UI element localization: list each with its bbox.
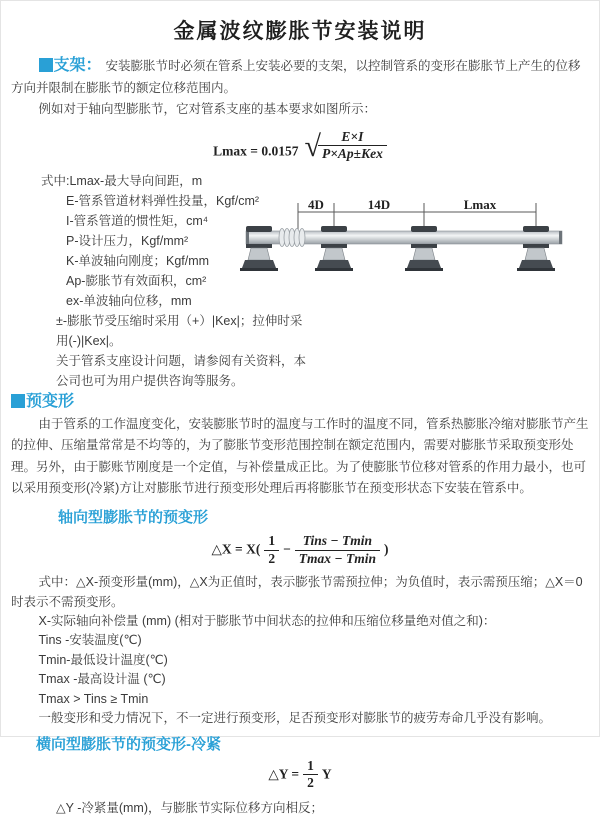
- lmax-fraction-denominator: P×Ap±Kex: [321, 146, 383, 162]
- lmax-formula: [11, 129, 589, 164]
- axial-subheading: 轴向型膨胀节的预变形: [58, 508, 209, 526]
- definition-line: ±-膨胀节受压缩时采用（+）|Kex|；拉伸时采用(-)|Kex|。: [56, 314, 303, 349]
- lmax-fraction: [318, 129, 387, 164]
- support-paragraph: [11, 55, 589, 99]
- definition-line: Tmax -最高设计温 (℃): [38, 672, 166, 686]
- axial-formula-pre: △X = X(: [211, 541, 261, 557]
- lmax-formula-lhs: Lmax = 0.0157: [213, 142, 299, 158]
- half-denominator: 2: [268, 550, 276, 566]
- definition-line: 式中:Lmax-最大导向间距，m: [41, 174, 203, 189]
- definition-line: X-实际轴向补偿量 (mm) (相对于膨胀节中间状态的拉伸和压缩位移量绝对值之和)：: [38, 613, 496, 628]
- section-bullet-square-icon: [11, 394, 25, 408]
- minus-sign: −: [283, 541, 291, 557]
- support-example-line: 例如对于轴向型膨胀节，它对管系支座的基本要求如图所示：: [38, 102, 377, 116]
- definition-line: ex-单波轴向位移，mm: [66, 294, 192, 309]
- definition-line: Tins -安装温度(℃): [38, 633, 142, 647]
- axial-formula: [11, 533, 589, 568]
- half-numerator: 1: [303, 758, 318, 776]
- page-title: 金属波纹膨胀节安装说明: [173, 20, 427, 43]
- definition-line: Ap-膨胀节有效面积，cm²: [66, 274, 207, 289]
- preform-paragraph: 由于管系的工作温度变化，安装膨胀节时的温度与工作时的温度不同，管系热膨胀冷缩对膨胀节产生的拉伸、压缩量常常是不均等的，为了膨胀节变形范围控制在额定范围内，需要对膨胀节采取预变形处理。另外，由于膨账节刚度是一个定值，与补偿量成正比。为了使膨胀节位移对管系的作用力最小，也可以采用预变形(冷紧)方让对膨胀节进行预变形处理后再将膨胀节在预变形状态下安装在管系中。: [11, 416, 589, 496]
- temp-numerator: Tins − Tmin: [295, 533, 380, 551]
- lmax-fraction-numerator: E×I: [318, 129, 387, 147]
- radical-sign-icon: √: [304, 129, 321, 163]
- support-paragraph-text: 安装膨胀节时必须在管系上安装必要的支架，以控制管系的变形在膨胀节上产生的位移方向并限制在膨胀节的额定位移范围内。: [11, 59, 581, 95]
- half-fraction: [303, 758, 318, 793]
- lateral-formula-post: Y: [321, 765, 332, 781]
- definition-line: 关于管系支座设计问题，请参阅有关资料，本公司也可为用户提供咨询等服务。: [56, 354, 307, 389]
- definition-line: I-管系管道的惯性矩，cm⁴: [66, 214, 209, 229]
- dim-label-14d: 14D: [367, 197, 391, 212]
- definition-line: E-管系管道材料弹性投量，Kgf/cm²: [66, 194, 260, 209]
- definition-line: Tmin-最低设计温度(℃): [38, 652, 168, 667]
- lateral-formula: [11, 758, 589, 793]
- lateral-subheading: 横向型膨胀节的预变形-冷紧: [36, 735, 221, 753]
- preform-section-head: [11, 391, 589, 414]
- sqrt-radical: [305, 129, 387, 164]
- definition-line: 一般变形和受力情况下，不一定进行预变形，足否预变形对膨胀节的疲劳寿命几乎没有影响。: [38, 711, 552, 725]
- definition-line: Tmax > Tins ≥ Tmin: [38, 691, 149, 706]
- section-bullet-square-icon: [39, 58, 53, 72]
- half-numerator: 1: [264, 533, 279, 551]
- dimension-line: [298, 203, 536, 230]
- definition-line: K-单波轴向刚度；Kgf/mm: [66, 254, 210, 269]
- temp-denominator: Tmax − Tmin: [298, 550, 376, 566]
- definition-line: P-设计压力，Kgf/mm²: [66, 234, 189, 249]
- bellows: [279, 229, 305, 247]
- temperature-fraction: [295, 533, 380, 568]
- lateral-formula-pre: △Y =: [268, 765, 300, 781]
- lateral-definition-line: △Y -冷紧量(mm)，与膨胀节实际位移方向相反；: [56, 801, 324, 816]
- dim-label-lmax: Lmax: [463, 197, 497, 212]
- dim-label-4d: 4D: [308, 197, 324, 212]
- half-fraction: [264, 533, 279, 568]
- axial-definition-lines: [11, 612, 589, 729]
- axial-formula-post: ): [383, 541, 389, 557]
- preform-section-heading: 预变形: [26, 393, 75, 411]
- pipe-support-diagram: [244, 198, 594, 298]
- axial-definition-paragraph: 式中：△X-预变形量(mm)，△X为正值时，表示膨张节需预拉伸；为负值时，表示需预压缩；△X＝0时表示不需预变形。: [11, 574, 583, 609]
- half-denominator: 2: [307, 775, 314, 791]
- support-section-heading: 支架：: [53, 57, 102, 74]
